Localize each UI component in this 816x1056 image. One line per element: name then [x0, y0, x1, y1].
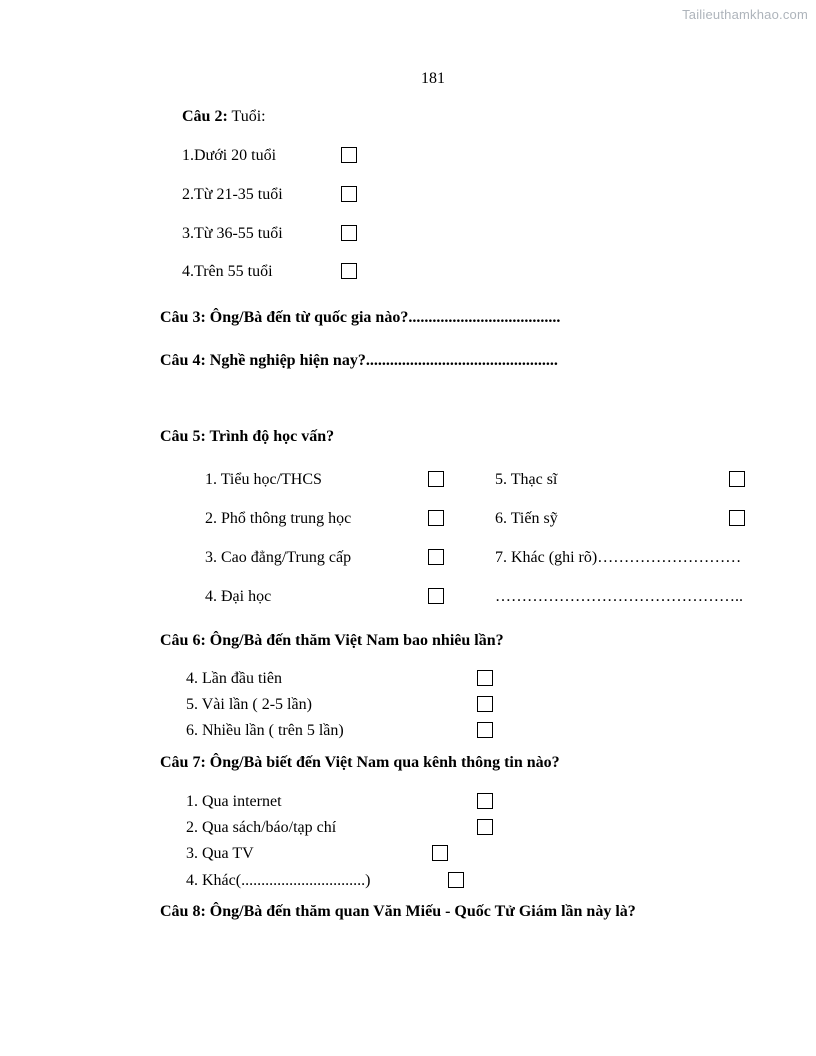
q7-option-2: 2. Qua sách/báo/tạp chí [186, 819, 337, 836]
q7-option-1: 1. Qua internet [186, 793, 282, 810]
q5-checkbox-4[interactable] [428, 588, 444, 604]
q5-checkbox-2[interactable] [428, 510, 444, 526]
q6-option-1: 4. Lần đầu tiên [186, 670, 282, 687]
q5-checkbox-1[interactable] [428, 471, 444, 487]
q7-checkbox-4[interactable] [448, 872, 464, 888]
q5-other-fill-line[interactable]: ……………………………………….. [495, 588, 743, 605]
q7-checkbox-1[interactable] [477, 793, 493, 809]
q7-checkbox-3[interactable] [432, 845, 448, 861]
q5-checkbox-3[interactable] [428, 549, 444, 565]
q5-option-2: 2. Phổ thông trung học [205, 510, 352, 527]
q5-option-5: 5. Thạc sĩ [495, 471, 558, 488]
question-5-heading: Câu 5: Trình độ học vấn? [160, 428, 335, 445]
question-2-text: Tuổi: [227, 108, 266, 125]
q7-checkbox-2[interactable] [477, 819, 493, 835]
q5-option-4: 4. Đại học [205, 588, 272, 605]
q2-option-4: 4.Trên 55 tuổi [182, 263, 273, 280]
q2-option-3: 3.Từ 36-55 tuổi [182, 225, 283, 242]
question-2-heading [182, 109, 266, 125]
q2-checkbox-3[interactable] [341, 225, 357, 241]
q2-option-1: 1.Dưới 20 tuổi [182, 147, 277, 164]
question-8-heading: Câu 8: Ông/Bà đến thăm quan Văn Miếu - Quốc Tử Giám lần này là? [160, 903, 636, 920]
q6-checkbox-1[interactable] [477, 670, 493, 686]
q6-checkbox-3[interactable] [477, 722, 493, 738]
question-7-heading: Câu 7: Ông/Bà biết đến Việt Nam qua kênh thông tin nào? [160, 754, 560, 771]
watermark: Tailieuthamkhao.com [682, 7, 808, 22]
q7-option-4: 4. Khác(...............................) [186, 872, 371, 889]
q2-checkbox-1[interactable] [341, 147, 357, 163]
question-6-heading: Câu 6: Ông/Bà đến thăm Việt Nam bao nhiêu lần? [160, 632, 504, 649]
q6-option-3: 6. Nhiều lần ( trên 5 lần) [186, 722, 344, 739]
question-4-heading: Câu 4: Nghề nghiệp hiện nay?................................................ [160, 352, 558, 369]
question-3-heading: Câu 3: Ông/Bà đến từ quốc gia nào?...................................... [160, 309, 561, 326]
q6-option-2: 5. Vài lần ( 2-5 lần) [186, 696, 312, 713]
q5-option-6: 6. Tiến sỹ [495, 510, 558, 527]
q2-checkbox-2[interactable] [341, 186, 357, 202]
q5-option-7-other[interactable]: 7. Khác (ghi rõ)……………………… [495, 549, 742, 566]
question-2-label: Câu 2: [182, 108, 228, 125]
q7-option-3: 3. Qua TV [186, 845, 254, 862]
q5-option-3: 3. Cao đẳng/Trung cấp [205, 549, 352, 566]
q6-checkbox-2[interactable] [477, 696, 493, 712]
q5-option-1: 1. Tiểu học/THCS [205, 471, 322, 488]
page-number: 181 [421, 70, 445, 87]
q2-option-2: 2.Từ 21-35 tuổi [182, 186, 283, 203]
q2-checkbox-4[interactable] [341, 263, 357, 279]
q5-checkbox-5[interactable] [729, 471, 745, 487]
q5-checkbox-6[interactable] [729, 510, 745, 526]
